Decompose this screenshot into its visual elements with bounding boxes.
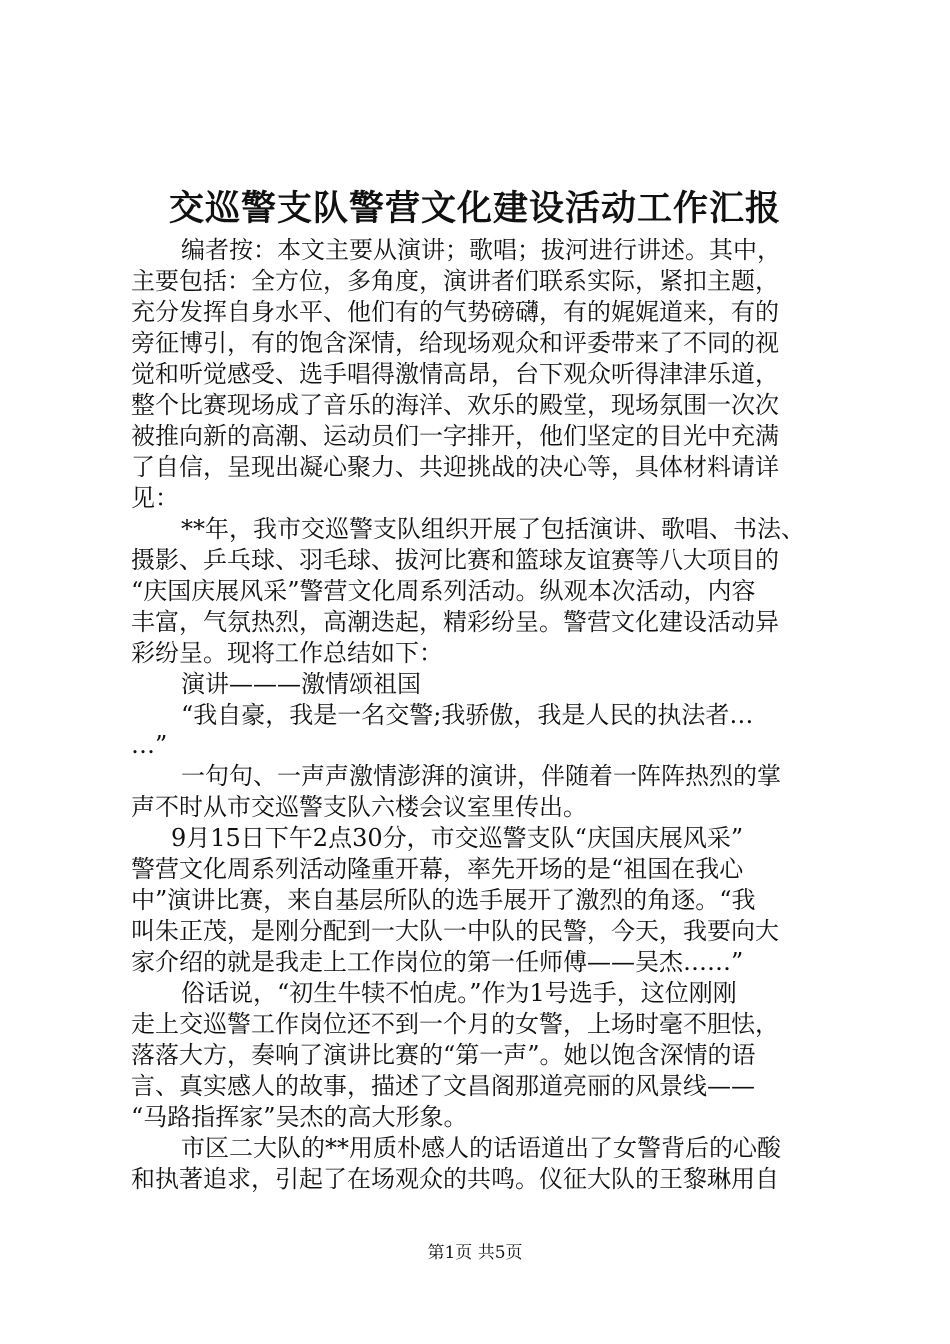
paragraph-line: 家介绍的就是我走上工作岗位的第一任师傅——吴杰……”	[131, 948, 744, 976]
paragraph-line: 和执著追求，引起了在场观众的共鸣。仪征大队的王黎琳用自	[131, 1165, 779, 1193]
paragraph-line: **年，我市交巡警支队组织开展了包括演讲、歌唱、书法、	[181, 515, 805, 543]
paragraph-line: 主要包括：全方位，多角度，演讲者们联系实际，紧扣主题，	[131, 267, 779, 295]
page-footer: 第1页 共5页	[427, 1243, 523, 1263]
paragraph-line: 叫朱正茂，是刚分配到一大队一中队的民警，今天，我要向大	[131, 917, 779, 945]
paragraph-line: “我自豪，我是一名交警;我骄傲，我是人民的执法者…	[181, 701, 754, 729]
paragraph-line: 见：	[131, 484, 179, 512]
paragraph-line: 言、真实感人的故事，描述了文昌阁那道亮丽的风景线——	[131, 1072, 755, 1100]
paragraph-line: 中”演讲比赛，来自基层所队的选手展开了激烈的角逐。“我	[131, 886, 756, 914]
paragraph-line: “庆国庆展风采”警营文化周系列活动。纵观本次活动，内容	[131, 577, 756, 605]
paragraph-line: 被推向新的高潮、运动员们一字排开，他们坚定的目光中充满	[131, 422, 779, 450]
paragraph-line: 落落大方，奏响了演讲比赛的“第一声”。她以饱含深情的语	[131, 1041, 756, 1069]
paragraph-line: 编者按：本文主要从演讲；歌唱；拔河进行讲述。其中，	[181, 236, 781, 264]
paragraph-line: 充分发挥自身水平、他们有的气势磅礴，有的娓娓道来，有的	[131, 298, 779, 326]
paragraph-line: …”	[131, 731, 168, 759]
paragraph-line: 摄影、乒乓球、羽毛球、拔河比赛和篮球友谊赛等八大项目的	[131, 546, 779, 574]
section-heading: 演讲———激情颂祖国	[181, 670, 421, 698]
paragraph-line: 丰富，气氛热烈，高潮迭起，精彩纷呈。警营文化建设活动异	[131, 608, 779, 636]
paragraph-line: 了自信，呈现出凝心聚力、共迎挑战的决心等，具体材料请详	[131, 453, 779, 481]
paragraph-line: 旁征博引，有的饱含深情，给现场观众和评委带来了不同的视	[131, 329, 779, 357]
paragraph-line: 一句句、一声声激情澎湃的演讲，伴随着一阵阵热烈的掌	[181, 762, 781, 790]
paragraph-line: 市区二大队的**用质朴感人的话语道出了女警背后的心酸	[181, 1134, 781, 1162]
paragraph-line: 走上交巡警工作岗位还不到一个月的女警，上场时毫不胆怯，	[131, 1010, 779, 1038]
paragraph-line: 彩纷呈。现将工作总结如下：	[131, 639, 443, 667]
paragraph-line: 9月15日下午2点30分，市交巡警支队“庆国庆展风采”	[171, 824, 744, 852]
paragraph-line: 觉和听觉感受、选手唱得激情高昂，台下观众听得津津乐道，	[131, 360, 779, 388]
paragraph-line: 声不时从市交巡警支队六楼会议室里传出。	[131, 793, 587, 821]
paragraph-line: “马路指挥家”吴杰的高大形象。	[131, 1103, 468, 1131]
paragraph-line: 警营文化周系列活动隆重开幕，率先开场的是“祖国在我心	[131, 855, 744, 883]
document-title: 交巡警支队警营文化建设活动工作汇报	[168, 188, 781, 229]
paragraph-line: 整个比赛现场成了音乐的海洋、欢乐的殿堂，现场氛围一次次	[131, 391, 779, 419]
paragraph-line: 俗话说，“初生牛犊不怕虎。”作为1号选手，这位刚刚	[181, 979, 737, 1007]
